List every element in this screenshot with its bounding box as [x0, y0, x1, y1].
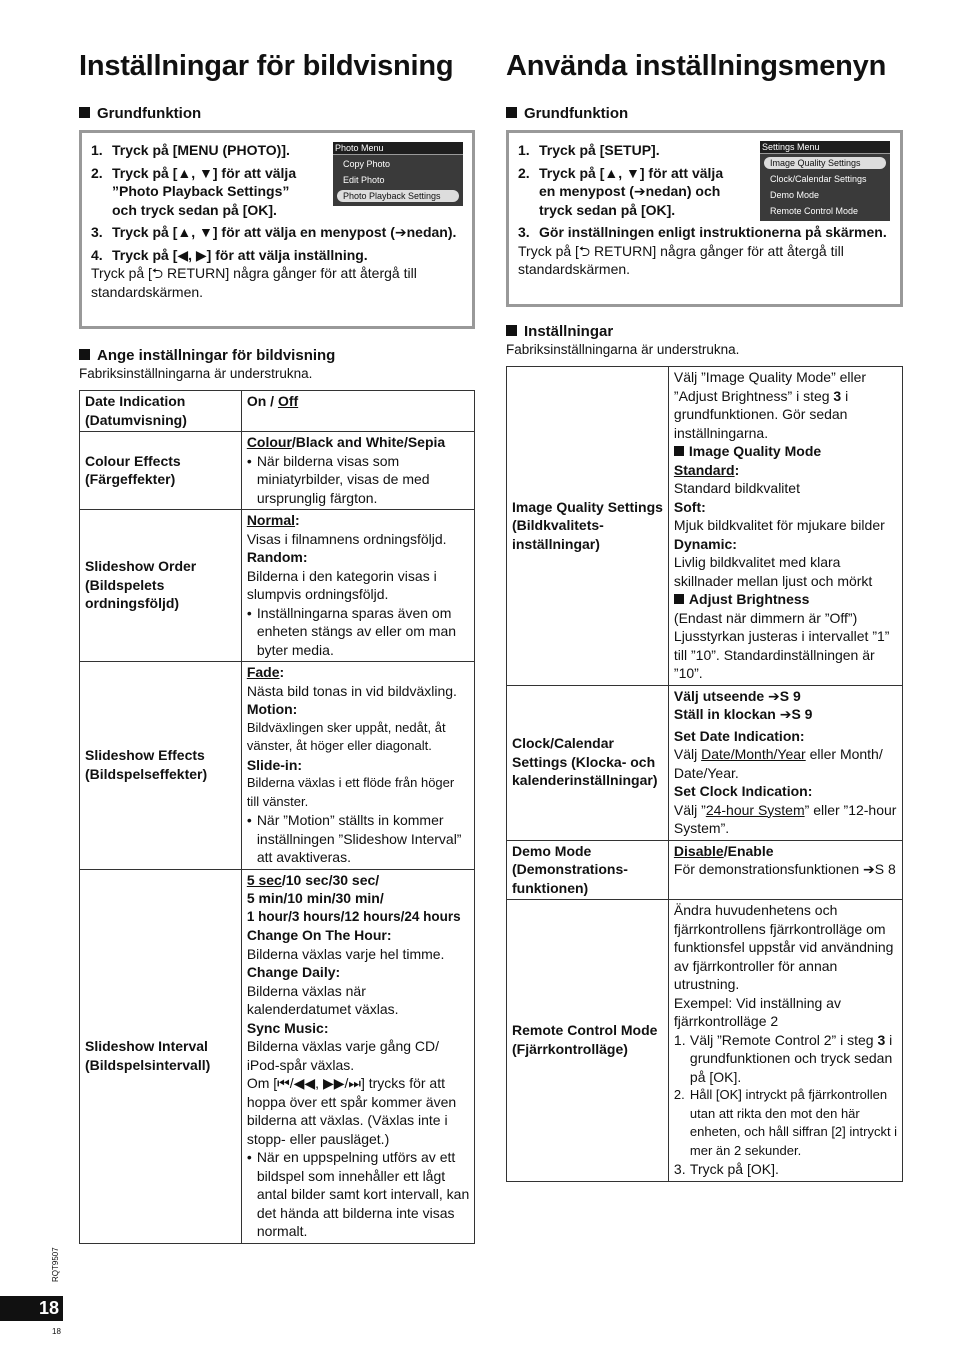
table-row	[507, 367, 903, 686]
row-key: Image Quality Settings (Bildkvalitets-inställningar)	[507, 367, 669, 686]
table-row	[507, 840, 903, 900]
right-step-2: 2. Tryck på [▲, ▼] för att välja en menypost (➔nedan) och tryck sedan på [OK].	[518, 164, 724, 218]
row-key: Slideshow Interval (Bildspelsintervall)	[80, 869, 242, 1243]
right-return-note: Tryck på [⮌ RETURN] några gånger för att återgå till standardskärmen.	[518, 242, 844, 277]
photo-menu-screen	[333, 142, 463, 206]
row-key: Colour Effects (Färgeffekter)	[80, 432, 242, 510]
page-number: 18	[0, 1296, 63, 1321]
left-basic-heading: Grundfunktion	[79, 105, 201, 122]
right-settings-sub: Fabriksinställningarna är understrukna.	[506, 342, 740, 357]
settings-table	[506, 366, 903, 1182]
right-title: Använda inställningsmenyn	[506, 50, 887, 82]
small-page-number: 18	[52, 1327, 61, 1336]
row-value: On / Off	[241, 391, 474, 432]
photo-menu-title: Photo Menu	[333, 142, 463, 155]
table-row	[80, 662, 475, 870]
right-step-3: 3. Gör inställningen enligt instruktionerna på skärmen.	[518, 224, 887, 240]
left-step-2: 2. Tryck på [▲, ▼] för att välja ”Photo Playback Settings” och tryck sedan på [OK].	[91, 164, 297, 218]
row-value: Välj ”Image Quality Mode” eller ”Adjust Brightness” i steg 3 i grundfunktionen. Gör sedan inställningarna. Image Quality Mode Standard: Standard bildkvalitet Soft: Mjuk bildkvalitet för mjukare bilder Dynamic: Livlig bildkvalitet med klara skillnader mellan ljust och mörkt Adjust Brightness (Endast när dimmern är ”Off”) Ljusstyrkan justeras i intervallet ”1” till ”10”. Standardinställningen är ”10”.	[668, 367, 902, 686]
table-row	[507, 685, 903, 840]
left-settings-sub: Fabriksinställningarna är understrukna.	[79, 366, 313, 381]
left-return-note: Tryck på [⮌ RETURN] några gånger för att återgå till standardskärmen.	[91, 265, 417, 300]
row-value: Disable/Enable För demonstrationsfunktionen ➔S 8	[668, 840, 902, 900]
row-key: Slideshow Effects (Bildspelseffekter)	[80, 662, 242, 870]
row-key: Remote Control Mode (Fjärrkontrolläge)	[507, 900, 669, 1182]
row-value: 5 sec/10 sec/30 sec/ 5 min/10 min/30 min/ 1 hour/3 hours/12 hours/24 hours Change On The Hour: Bilderna växlas varje hel timme. Change Daily: Bilderna växlas när kalenderdatumet växlas. Sync Music: Bilderna växlas varje gång CD/ iPod-spår växlas. Om [⏮/◀◀, ▶▶/⏭] trycks för att hoppa över ett spår kommer även bilderna att växlas. (Växlas inte i stopp- eller pausläget.) • När en uppspelning utförs av ett bildspel som innehåller ett lågt antal bilder samt kort intervall, kan det hända att bilderna inte visas normalt.	[241, 869, 474, 1243]
row-value: Colour/Black and White/Sepia • När bilderna visas som miniatyrbilder, visas de med ursprunglig färgton.	[241, 432, 474, 510]
left-step-4: 4. Tryck på [◀, ▶] för att välja inställning.	[91, 246, 368, 263]
photo-menu-item: Edit Photo	[343, 175, 385, 185]
row-key: Demo Mode (Demonstrations-funktionen)	[507, 840, 669, 900]
table-row	[80, 869, 475, 1243]
row-key: Clock/Calendar Settings (Klocka- och kalenderinställningar)	[507, 685, 669, 840]
doc-code: RQT9507	[51, 1247, 60, 1282]
settings-menu-item: Demo Mode	[770, 190, 820, 200]
right-basic-heading: Grundfunktion	[506, 105, 628, 122]
table-row	[507, 900, 903, 1182]
table-row	[80, 432, 475, 510]
left-title: Inställningar för bildvisning	[79, 50, 454, 82]
photo-menu-item-selected: Photo Playback Settings	[337, 190, 459, 202]
row-value: Fade: Nästa bild tonas in vid bildväxling. Motion: Bildväxlingen sker uppåt, nedåt, åt vänster, åt höger eller diagonalt. Slide-in: Bilderna växlas i ett flöde från höger till vänster. • När ”Motion” ställts in kommer inställningen ”Slideshow Interval” att avaktiveras.	[241, 662, 474, 870]
left-step-3: 3. Tryck på [▲, ▼] för att välja en menypost (➔nedan).	[91, 224, 457, 240]
table-row	[80, 510, 475, 662]
row-value: Normal: Visas i filnamnens ordningsföljd. Random: Bilderna i den kategorin visas i slumpvis ordningsföljd. • Inställningarna sparas även om enheten stängs av eller om man byter media.	[241, 510, 474, 662]
table-row	[80, 391, 475, 432]
photo-settings-table	[79, 390, 475, 1244]
left-settings-heading: Ange inställningar för bildvisning	[79, 347, 335, 364]
settings-menu-item-selected: Image Quality Settings	[764, 157, 886, 169]
settings-menu-item: Remote Control Mode	[770, 206, 859, 216]
photo-menu-item: Copy Photo	[343, 159, 391, 169]
row-value: Välj utseende ➔S 9 Ställ in klockan ➔S 9 Set Date Indication: Välj Date/Month/Year eller Month/ Date/Year. Set Clock Indication: Välj ”24-hour System” eller ”12-hour System”.	[668, 685, 902, 840]
settings-menu-item: Clock/Calendar Settings	[770, 174, 867, 184]
row-key: Date Indication (Datumvisning)	[80, 391, 242, 432]
right-settings-heading: Inställningar	[506, 323, 613, 340]
row-value: Ändra huvudenhetens och fjärrkontrollens fjärrkontrolläge om funktionsfel uppstår vid användning av fjärrkontroller för annan utrustning. Exempel: Vid inställning av fjärrkontrolläge 2 1. Välj ”Remote Control 2” i steg 3 i grundfunktionen och tryck sedan på [OK]. 2. Håll [OK] intryckt på fjärrkontrollen utan att rikta den mot den här enheten, och håll siffran [2] intryckt i mer än 2 sekunder. 3. Tryck på [OK].	[668, 900, 902, 1182]
settings-menu-screen	[760, 141, 890, 221]
row-key: Slideshow Order (Bildspelets ordningsföljd)	[80, 510, 242, 662]
settings-menu-title: Settings Menu	[760, 141, 890, 154]
left-step-1: 1. Tryck på [MENU (PHOTO)].	[91, 142, 290, 158]
right-step-1: 1. Tryck på [SETUP].	[518, 142, 660, 158]
